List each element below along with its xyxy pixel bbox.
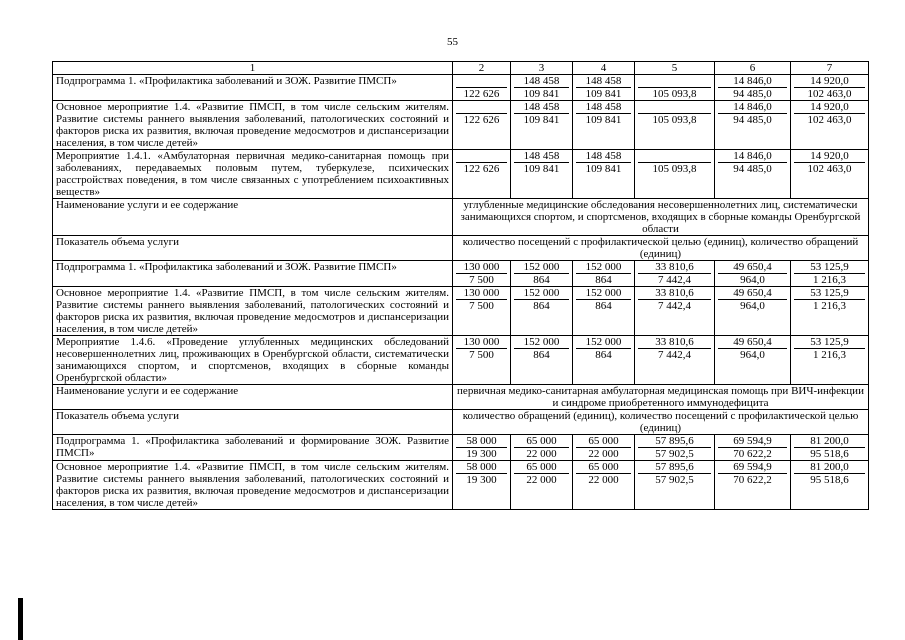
value-cell: [511, 435, 573, 461]
value-cell: [791, 287, 869, 336]
row-description: Подпрограмма 1. «Профилактика заболеваний и ЗОЖ. Развитие ПМСП»: [53, 75, 453, 101]
service-info-row: [53, 410, 869, 435]
value-cell: [715, 75, 791, 101]
value-line-1: 53 125,9: [794, 261, 865, 274]
value-cell: [635, 435, 715, 461]
value-line-2: 70 622,2: [733, 448, 772, 460]
value-line-1: 57 895,6: [638, 461, 711, 474]
value-line-2: 964,0: [740, 274, 765, 286]
page-edge-mark: [18, 598, 23, 640]
value-line-1: 148 458: [514, 150, 569, 163]
value-cell: [715, 435, 791, 461]
value-cell: [573, 287, 635, 336]
value-line-2: 22 000: [588, 474, 619, 486]
value-cell: [635, 336, 715, 385]
value-line-1: 148 458: [514, 75, 569, 88]
value-line-1: 14 920,0: [794, 150, 865, 163]
value-cell: [573, 261, 635, 287]
row-description: Основное мероприятие 1.4. «Развитие ПМСП, в том числе сельским жителям. Развитие системы раннего выявления заболеваний, патологических состояний и факторов риска их развития, включая проведение медосмотров и диспансеризации населения, в том числе детей»: [53, 101, 453, 150]
value-line-1: 14 846,0: [718, 75, 787, 88]
value-line-2: 7 500: [469, 274, 494, 286]
value-line-1: 152 000: [514, 336, 569, 349]
service-info-row: [53, 236, 869, 261]
value-line-1: [456, 75, 507, 88]
value-cell: [573, 150, 635, 199]
value-line-1: 58 000: [456, 435, 507, 448]
value-line-1: 130 000: [456, 261, 507, 274]
value-line-1: 148 458: [576, 150, 631, 163]
column-header: 6: [715, 62, 791, 75]
value-line-1: [638, 75, 711, 88]
value-cell: [511, 101, 573, 150]
value-line-1: 57 895,6: [638, 435, 711, 448]
value-line-1: 81 200,0: [794, 435, 865, 448]
value-line-1: 148 458: [576, 75, 631, 88]
value-cell: [511, 150, 573, 199]
value-line-2: 57 902,5: [655, 474, 694, 486]
value-line-1: 33 810,6: [638, 336, 711, 349]
column-header: 1: [53, 62, 453, 75]
value-cell: [453, 150, 511, 199]
service-info-row: [53, 199, 869, 236]
value-line-1: 81 200,0: [794, 461, 865, 474]
value-line-2: 102 463,0: [807, 163, 852, 175]
value-line-1: 69 594,9: [718, 435, 787, 448]
value-cell: [511, 461, 573, 510]
value-cell: [453, 336, 511, 385]
row-description: Основное мероприятие 1.4. «Развитие ПМСП, в том числе сельским жителям. Развитие системы раннего выявления заболеваний, патологических состояний и факторов риска их развития, включая проведение медосмотров и диспансеризации населения, в том числе детей»: [53, 461, 453, 510]
value-line-2: 1 216,3: [813, 300, 846, 312]
service-label: Показатель объема услуги: [53, 236, 453, 261]
row-description: Мероприятие 1.4.1. «Амбулаторная первичная медико-санитарная помощь при заболеваниях, передаваемых половым путем, туберкулезе, психических расстройствах поведения, в том числе связанных с употреблением психоактивных веществ»: [53, 150, 453, 199]
value-line-2: 1 216,3: [813, 349, 846, 361]
service-description: углубленные медицинские обследования несовершеннолетних лиц, систематически занимающихся спортом, и спортсменов, входящих в сборные команды Оренбургской области: [453, 199, 869, 236]
value-cell: [715, 461, 791, 510]
value-line-2: 102 463,0: [807, 88, 852, 100]
value-cell: [453, 261, 511, 287]
value-cell: [573, 461, 635, 510]
value-line-1: 65 000: [514, 435, 569, 448]
value-cell: [573, 75, 635, 101]
value-line-1: 130 000: [456, 336, 507, 349]
value-line-1: 33 810,6: [638, 261, 711, 274]
service-label: Показатель объема услуги: [53, 410, 453, 435]
value-cell: [573, 435, 635, 461]
table-row: [53, 336, 869, 385]
value-cell: [715, 101, 791, 150]
service-label: Наименование услуги и ее содержание: [53, 385, 453, 410]
value-line-1: 152 000: [514, 261, 569, 274]
value-line-2: 864: [533, 349, 550, 361]
value-line-1: [456, 101, 507, 114]
value-line-1: 49 650,4: [718, 336, 787, 349]
value-cell: [453, 287, 511, 336]
value-cell: [791, 150, 869, 199]
value-line-2: 19 300: [466, 474, 497, 486]
row-description: Подпрограмма 1. «Профилактика заболеваний и формирование ЗОЖ. Развитие ПМСП»: [53, 435, 453, 461]
row-description: Основное мероприятие 1.4. «Развитие ПМСП, в том числе сельским жителям. Развитие системы раннего выявления заболеваний, патологических состояний и факторов риска их развития, включая проведение медосмотров и диспансеризации населения, в том числе детей»: [53, 287, 453, 336]
value-line-2: 864: [595, 274, 612, 286]
value-line-2: 95 518,6: [810, 474, 849, 486]
value-line-2: 964,0: [740, 300, 765, 312]
value-line-1: 152 000: [576, 261, 631, 274]
value-line-2: 70 622,2: [733, 474, 772, 486]
column-header: 5: [635, 62, 715, 75]
value-line-2: 7 500: [469, 349, 494, 361]
column-header: 3: [511, 62, 573, 75]
table-row: [53, 150, 869, 199]
value-line-2: 105 093,8: [652, 114, 697, 126]
value-cell: [791, 435, 869, 461]
value-cell: [791, 336, 869, 385]
value-cell: [453, 75, 511, 101]
value-cell: [453, 101, 511, 150]
column-header: 4: [573, 62, 635, 75]
table-row: [53, 287, 869, 336]
value-line-1: 14 846,0: [718, 150, 787, 163]
value-line-2: 864: [595, 349, 612, 361]
value-line-1: 148 458: [514, 101, 569, 114]
value-cell: [511, 336, 573, 385]
value-line-2: 964,0: [740, 349, 765, 361]
value-line-2: 22 000: [526, 474, 557, 486]
table-row: [53, 101, 869, 150]
table-row: [53, 75, 869, 101]
value-line-2: 122 626: [463, 88, 500, 100]
value-line-2: 109 841: [523, 163, 560, 175]
table-row: [53, 435, 869, 461]
page-number: 55: [447, 36, 458, 48]
value-line-2: 122 626: [463, 163, 500, 175]
value-line-1: 53 125,9: [794, 287, 865, 300]
value-line-1: 58 000: [456, 461, 507, 474]
value-cell: [715, 287, 791, 336]
value-cell: [511, 287, 573, 336]
column-header: 2: [453, 62, 511, 75]
value-line-1: 130 000: [456, 287, 507, 300]
value-line-1: 33 810,6: [638, 287, 711, 300]
value-line-1: 65 000: [514, 461, 569, 474]
value-line-1: 14 920,0: [794, 101, 865, 114]
value-line-1: 65 000: [576, 435, 631, 448]
value-line-1: 148 458: [576, 101, 631, 114]
value-line-2: 109 841: [585, 88, 622, 100]
value-line-1: 53 125,9: [794, 336, 865, 349]
value-line-1: [638, 150, 711, 163]
value-line-1: 14 846,0: [718, 101, 787, 114]
value-line-2: 94 485,0: [733, 163, 772, 175]
value-cell: [791, 75, 869, 101]
value-line-2: 864: [595, 300, 612, 312]
value-line-2: 109 841: [523, 88, 560, 100]
column-number-row: [53, 62, 869, 75]
value-line-2: 22 000: [588, 448, 619, 460]
service-label: Наименование услуги и ее содержание: [53, 199, 453, 236]
program-table: [52, 61, 869, 510]
row-description: Мероприятие 1.4.6. «Проведение углубленных медицинских обследований несовершеннолетних лиц, проживающих в Оренбургской области, систематически занимающихся спортом, и спортсменов, входящих в сборные команды Оренбургской области»: [53, 336, 453, 385]
value-cell: [791, 261, 869, 287]
value-line-1: 152 000: [576, 336, 631, 349]
value-cell: [635, 75, 715, 101]
value-line-2: 94 485,0: [733, 114, 772, 126]
value-cell: [573, 101, 635, 150]
value-line-2: 109 841: [585, 163, 622, 175]
value-line-2: 109 841: [523, 114, 560, 126]
value-cell: [715, 261, 791, 287]
value-line-1: 69 594,9: [718, 461, 787, 474]
value-line-1: 152 000: [576, 287, 631, 300]
value-line-2: 1 216,3: [813, 274, 846, 286]
value-cell: [791, 461, 869, 510]
service-description: количество посещений с профилактической целью (единиц), количество обращений (единиц): [453, 236, 869, 261]
value-cell: [453, 461, 511, 510]
value-cell: [453, 435, 511, 461]
service-info-row: [53, 385, 869, 410]
value-line-1: 152 000: [514, 287, 569, 300]
value-line-2: 102 463,0: [807, 114, 852, 126]
row-description: Подпрограмма 1. «Профилактика заболеваний и ЗОЖ. Развитие ПМСП»: [53, 261, 453, 287]
table-row: [53, 261, 869, 287]
value-line-2: 864: [533, 300, 550, 312]
value-line-2: 22 000: [526, 448, 557, 460]
value-cell: [715, 150, 791, 199]
value-line-2: 7 442,4: [658, 274, 691, 286]
value-line-2: 105 093,8: [652, 163, 697, 175]
value-cell: [635, 261, 715, 287]
value-line-2: 95 518,6: [810, 448, 849, 460]
value-cell: [511, 75, 573, 101]
value-line-2: 7 500: [469, 300, 494, 312]
value-cell: [791, 101, 869, 150]
value-line-1: 14 920,0: [794, 75, 865, 88]
value-cell: [635, 150, 715, 199]
value-line-2: 19 300: [466, 448, 497, 460]
table-row: [53, 461, 869, 510]
value-line-2: 122 626: [463, 114, 500, 126]
service-description: первичная медико-санитарная амбулаторная медицинская помощь при ВИЧ-инфекции и синдроме приобретенного иммунодефицита: [453, 385, 869, 410]
value-line-2: 57 902,5: [655, 448, 694, 460]
value-line-1: 49 650,4: [718, 287, 787, 300]
value-line-2: 94 485,0: [733, 88, 772, 100]
value-cell: [635, 287, 715, 336]
value-cell: [573, 336, 635, 385]
value-cell: [511, 261, 573, 287]
value-line-2: 7 442,4: [658, 349, 691, 361]
value-line-1: [456, 150, 507, 163]
value-line-2: 864: [533, 274, 550, 286]
service-description: количество обращений (единиц), количество посещений с профилактической целью (единиц): [453, 410, 869, 435]
value-line-1: [638, 101, 711, 114]
value-cell: [635, 101, 715, 150]
column-header: 7: [791, 62, 869, 75]
value-line-2: 109 841: [585, 114, 622, 126]
value-cell: [715, 336, 791, 385]
value-line-1: 65 000: [576, 461, 631, 474]
value-line-2: 7 442,4: [658, 300, 691, 312]
value-line-1: 49 650,4: [718, 261, 787, 274]
value-cell: [635, 461, 715, 510]
value-line-2: 105 093,8: [652, 88, 697, 100]
